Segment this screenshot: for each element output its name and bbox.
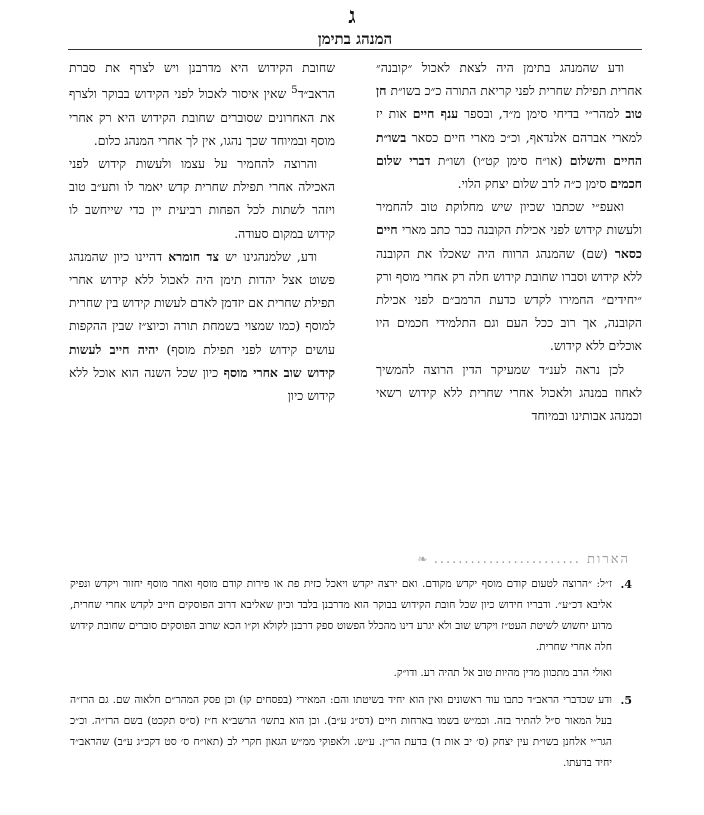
right-column	[376, 56, 642, 427]
footnote	[70, 690, 630, 774]
footnote-ref: 5	[291, 84, 298, 97]
text-run: כיון שכל השנה הוא אוכל ללא קידוש כיון	[69, 364, 335, 403]
text-run: דהיינו כיון שהמנהג פשוט אצל יהדות תימן היה לאכול ללא קידוש אחרי תפילת שחרית אם יזדמן לאדם לעשות קידוש בין שחרית למוסף (כמו שמצוי בשמחת תורה וכיוצ״ז שבין ההקפות עושים קידוש לפני תפילת מוסף)	[69, 248, 335, 357]
paragraph	[376, 358, 642, 428]
paragraph	[376, 56, 642, 195]
bold-term: בשו״ת החיים והשלום	[376, 129, 642, 168]
footnote-text: ז״ל: ״הרוצה לטעום קודם מוסף יקדש מקודם. ואם ירצה יקדש ויאכל כזית פת או פירות קודם מוסף ואחר מוסף יחזור ויקדש ונפיק אליבא דכ״ע״. ודבריו חידוש כיון שכל חובת הקידוש בבוקר הוא מדרבנן בלבד וכיון שאליבא דרוב הפוסקים חייב לקדש אחרי שחרית, מדוע יחשוש לשיטת העט״ז ויקדש שוב ולא יגרע דינו מהכלל הפשוט ספק דרבנן לקולא וק״ו הכא שרוב הפוסקים סוברים שחובת קידוש חלה אחרי שחרית.	[70, 578, 612, 653]
footnote	[70, 574, 630, 684]
left-column	[69, 56, 335, 407]
text-run: שאין איסור לאכול לפני הקידוש בבוקר ולצרף את האחרונים שסוברים שחובת הקידוש היא רק אחרי מוסף ובמיוחד שכך נהגו, אין לך אחרי המנהג כלום.	[69, 86, 335, 148]
footnote-text: ודע שכדברי הראב״ד כתבו עוד ראשונים ואין הוא יחיד בשיטתו והם: המאירי (בפסחים קו) וכן פסק המהר״ם חלאוה שם. גם הרז״ה בעל המאור ס״ל להתיר בזה. וכמ״ש בשמו בארחות חיים (דס״ג ע״ב). וכן הוא בתשו׳ הרשב״א ח״ז (ס״ס תקכט) בשם הרז״ה. וכ״כ הגר״י אלחנן בשו״ת עין יצחק (ס׳ יב אות ד) בדעת הר״ן. ע״ש. ולאפוקי ממ״ש הגאון חקרי לב (תאו״ח ס׳ סט דקכ״ג ע״ב) שהראב״ד יחיד בדעתו.	[70, 694, 612, 769]
title-rule	[68, 49, 642, 50]
footnote-text: ואולי הרב מתכוון מדין מהיות טוב אל תהיה רע. ודו״ק.	[393, 667, 612, 679]
text-run: אות יז למארי אברהם אלנדאף, וכ״כ מארי חיים כסאר	[376, 106, 642, 145]
bold-term: ענף חיים	[412, 106, 459, 122]
paragraph	[69, 152, 335, 245]
footnotes	[70, 574, 630, 780]
fleuron-icon: ❧	[417, 552, 428, 566]
text-run: (שם) שהמנהג הרווח היה שאכלו את הקובנה ללא קידוש וסברו שחובת קידוש חלה רק אחרי מוסף ורק ״יחידים״ החמירו לקדש כדעת הרמב״ם לפני אכילת הקובנה, אך רוב ככל העם וגם התלמידי חכמים היו אוכלים ללא קידוש.	[376, 245, 642, 354]
bold-term: יהיה חייב לעשות קידוש שוב אחרי מוסף	[69, 341, 335, 380]
text-run: והרוצה להחמיר על עצמו ולעשות קידוש לפני האכילה אחרי תפילת שחרית קדש יאמר לו ותע״ב טוב ויזהר לשתות לכל הפחות רביעית יין כדי שייחשב לו קידוש במקום סעודה.	[69, 155, 335, 241]
notes-header: הארות	[587, 552, 630, 567]
bold-term: חיים כסאר	[376, 222, 642, 261]
page-title: המנהג בתימן	[317, 30, 393, 48]
text-run: שחובת הקידוש היא מדרבנן ויש לצרף את סברת הראב״ד	[69, 60, 335, 102]
paragraph	[376, 195, 642, 357]
text-run: ודע שהמנהג בתימן היה לצאת לאכול ״קובנה״ אחרית תפילת שחרית לפני קריאת התורה כ״כ בשו״ת	[376, 60, 642, 99]
text-run: סימן כ״ה לרב שלום יצחק הלוי.	[457, 176, 611, 192]
bold-term: דברי שלום חכמים	[376, 152, 642, 192]
text-run: למהר״י בדיחי סימן מ״ד, ובספר	[458, 106, 626, 122]
paragraph	[69, 56, 335, 152]
notes-divider	[360, 548, 630, 570]
page-number: ג	[348, 3, 356, 29]
text-run: (או״ח סימן קט״ו) ושו״ת	[430, 152, 570, 168]
text-run: לכן נראה לענ״ד שמעיקר הדין הרוצה להמשיך לאחוז במנהג ולאכול אחרי שחרית ללא קידוש רשאי וכמנהג אבותינו ובמיוחד	[376, 361, 642, 424]
bold-term: חן טוב	[376, 83, 642, 122]
notes-dots: ........................	[433, 552, 581, 567]
footnote-number: 4.	[620, 578, 632, 591]
text-run: ודע, שלמנהגינו יש	[219, 248, 317, 264]
bold-term: צד חומרא	[168, 248, 219, 264]
text-run: ואעפ״י שכתבו שכיון שיש מחלוקת טוב להחמיר ולעשות קידוש לפני אכילת הקובנה כבר כתב מארי	[376, 199, 642, 238]
paragraph	[69, 245, 335, 407]
footnote-number: 5.	[620, 694, 632, 707]
